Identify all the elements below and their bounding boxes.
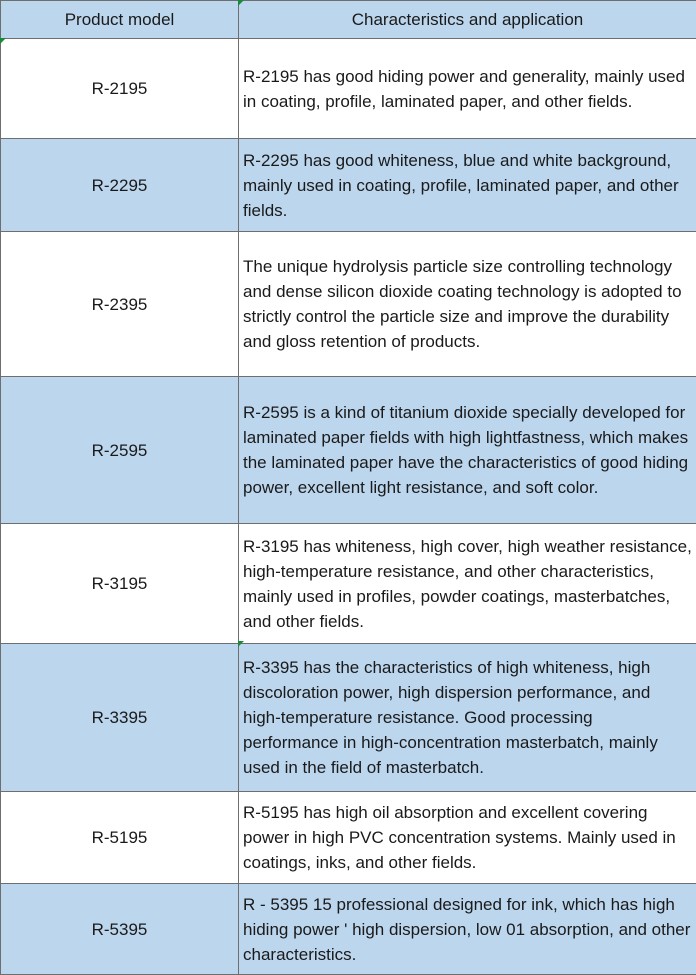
description-cell: R-2595 is a kind of titanium dioxide specially developed for laminated paper fields with high lightfastness, which makes the laminated paper have the characteristics of good hiding power, excellent light resistance, and soft color. bbox=[239, 377, 696, 524]
cell-comment-marker bbox=[238, 641, 244, 647]
table-row bbox=[1, 232, 696, 377]
header-product-model: Product model bbox=[1, 1, 239, 39]
table-row bbox=[1, 39, 696, 139]
cell-comment-marker bbox=[238, 0, 244, 6]
header-characteristics: Characteristics and application bbox=[239, 1, 696, 39]
cell-comment-marker bbox=[0, 38, 6, 44]
product-model-cell: R-3195 bbox=[1, 524, 239, 644]
description-cell: R-2195 has good hiding power and generality, mainly used in coating, profile, laminated paper, and other fields. bbox=[239, 39, 696, 139]
description-cell: The unique hydrolysis particle size controlling technology and dense silicon dioxide coating technology is adopted to strictly control the particle size and improve the durability and gloss retention of products. bbox=[239, 232, 696, 377]
description-cell: R-3195 has whiteness, high cover, high weather resistance, high-temperature resistance, and other characteristics, mainly used in profiles, powder coatings, masterbatches, and other fields. bbox=[239, 524, 696, 644]
product-model-cell: R-3395 bbox=[1, 644, 239, 792]
description-cell: R - 5395 15 professional designed for ink, which has high hiding power ' high dispersion, low 01 absorption, and other characteristics. bbox=[239, 884, 696, 975]
table-row bbox=[1, 139, 696, 232]
table-row bbox=[1, 524, 696, 644]
table-row bbox=[1, 884, 696, 975]
table-row bbox=[1, 377, 696, 524]
product-model-cell: R-5195 bbox=[1, 792, 239, 884]
table-row bbox=[1, 644, 696, 792]
description-cell: R-5195 has high oil absorption and excellent covering power in high PVC concentration systems. Mainly used in coatings, inks, and other fields. bbox=[239, 792, 696, 884]
description-cell: R-3395 has the characteristics of high whiteness, high discoloration power, high dispersion performance, and high-temperature resistance. Good processing performance in high-concentration masterbatch, mainly used in the field of masterbatch. bbox=[239, 644, 696, 792]
product-model-cell: R-5395 bbox=[1, 884, 239, 975]
table-header-row bbox=[1, 1, 696, 39]
product-model-cell: R-2395 bbox=[1, 232, 239, 377]
product-model-cell: R-2595 bbox=[1, 377, 239, 524]
product-model-cell: R-2195 bbox=[1, 39, 239, 139]
product-model-cell: R-2295 bbox=[1, 139, 239, 232]
table-row bbox=[1, 792, 696, 884]
description-cell: R-2295 has good whiteness, blue and white background, mainly used in coating, profile, laminated paper, and other fields. bbox=[239, 139, 696, 232]
